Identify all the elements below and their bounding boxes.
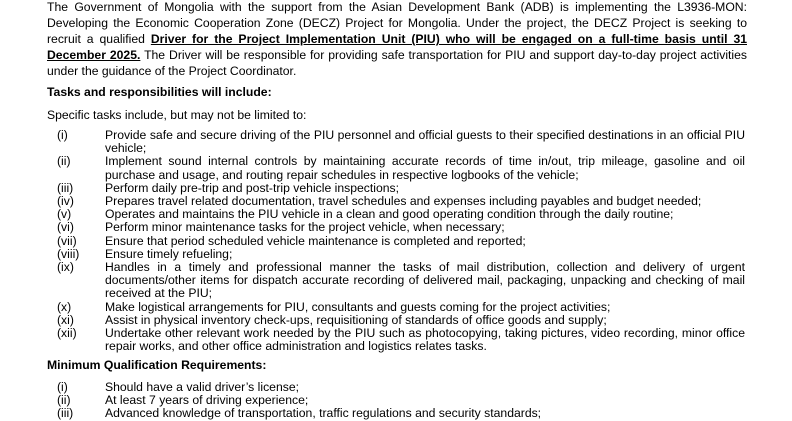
item-number: (viii) [57, 246, 80, 261]
item-text: Perform minor maintenance tasks for the project vehicle, when necessary; [105, 220, 505, 235]
item-text: At least 7 years of driving experience; [105, 393, 309, 408]
item-number: (ii) [57, 154, 71, 169]
intro-paragraph [47, 0, 747, 79]
item-text: Should have a valid driver’s license; [105, 380, 299, 394]
item-number: (iii) [57, 180, 74, 195]
list-item [0, 327, 792, 353]
item-text: Make logistical arrangements for PIU, consultants and guests coming for the project activities; [105, 299, 611, 314]
qualifications-list [0, 381, 792, 421]
item-text: Assist in physical inventory check-ups, requisitioning of standards of office goods and supply; [105, 312, 607, 327]
item-text: Prepares travel related documentation, travel schedules and expenses including payables and budget needed; [105, 194, 702, 209]
item-number: (iii) [57, 406, 74, 421]
item-text: Advanced knowledge of transportation, traffic regulations and security standards; [105, 406, 542, 421]
item-number: (x) [57, 299, 72, 314]
item-number: (i) [57, 380, 68, 394]
qualifications-heading: Minimum Qualification Requirements: [47, 358, 267, 372]
item-number: (xi) [57, 312, 74, 327]
item-text: Handles in a timely and professional manner the tasks of mail distribution, collection and delivery of urgent documents/other items for dispatch accurate recording of delivered mail, packaging, unpacking and checking of mail received at the PIU; [105, 260, 745, 301]
list-item [0, 407, 792, 420]
item-number: (vi) [57, 220, 74, 235]
item-text: Provide safe and secure driving of the PIU personnel and official guests to their specified destinations in an official PIU vehicle; [105, 128, 745, 156]
item-number: (i) [57, 128, 68, 142]
list-item [0, 129, 792, 155]
tasks-lead-text: Specific tasks include, but may not be limited to: [47, 108, 307, 122]
item-text: Ensure that period scheduled vehicle maintenance is completed and reported; [105, 233, 526, 248]
item-text: Undertake other relevant work needed by the PIU such as photocopying, taking pictures, video recording, minor office repair works, and other office administration and logistics relates tasks. [105, 326, 745, 354]
item-number: (xii) [57, 326, 77, 341]
list-item [0, 221, 792, 234]
intro-bold-position: Driver for the Project Implementation Unit (PIU) who will be engaged on a full-time basis until 31 December 2025. [47, 32, 747, 62]
tasks-heading: Tasks and responsibilities will include: [47, 85, 272, 99]
list-item [0, 261, 792, 301]
list-item [0, 301, 792, 314]
intro-text-part2: The Driver will be responsible for providing safe transportation for PIU and support day-to-day project activities under the guidance of the Project Coordinator. [47, 48, 747, 78]
item-text: Implement sound internal controls by maintaining accurate records of time in/out, trip mileage, gasoline and oil purchase and usage, and routing repair schedules in respective logbooks of the vehicle; [105, 154, 745, 182]
item-number: (iv) [57, 194, 74, 209]
intro-text-part1: The Government of Mongolia with the support from the Asian Development Bank (ADB) is implementing the L3936-MON: Developing the Economic Cooperation Zone (DECZ) Project for Mongolia. Under the project, the DECZ Project is seeking to recruit a qualified [47, 0, 747, 46]
item-number: (v) [57, 207, 72, 222]
item-number: (ii) [57, 393, 71, 408]
item-text: Operates and maintains the PIU vehicle in a clean and good operating condition through the daily routine; [105, 207, 674, 222]
item-number: (ix) [57, 260, 74, 275]
item-number: (vii) [57, 233, 77, 248]
item-text: Perform daily pre-trip and post-trip vehicle inspections; [105, 180, 399, 195]
list-item [0, 235, 792, 248]
item-text: Ensure timely refueling; [105, 246, 233, 261]
list-item [0, 155, 792, 181]
tasks-list [0, 129, 792, 353]
